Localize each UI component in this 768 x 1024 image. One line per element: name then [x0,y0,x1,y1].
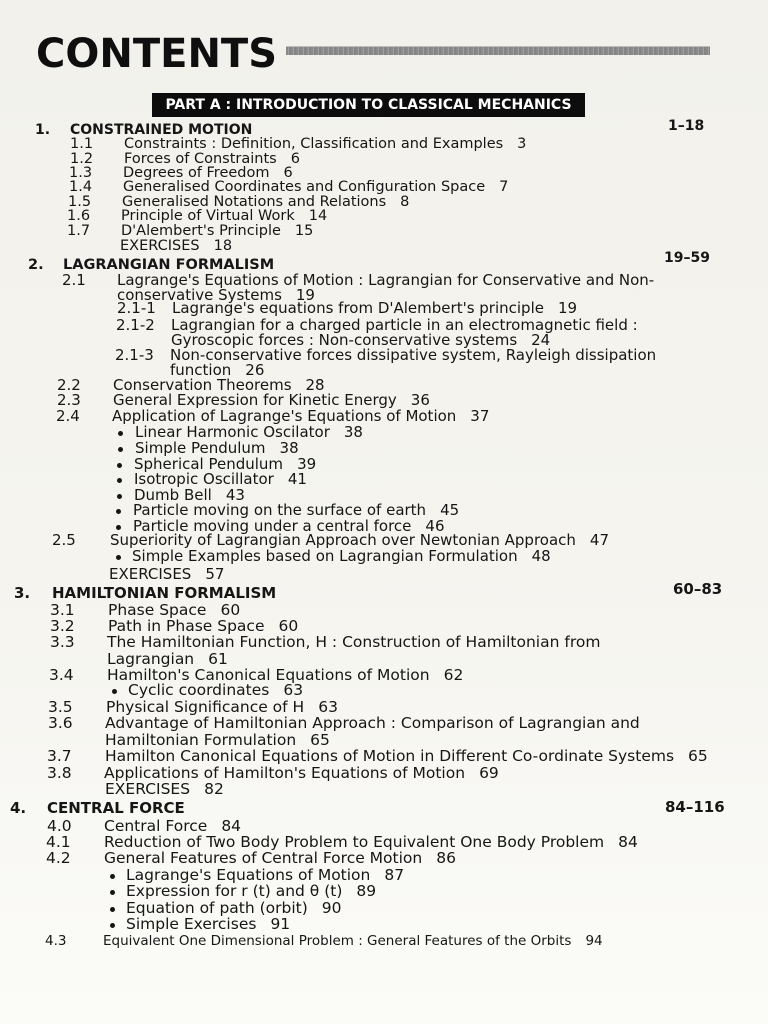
entry-title [104,850,456,867]
section-number: 3.7 [47,747,72,765]
entry-title-text: Path in Phase Space [108,617,265,635]
page-number: 43 [225,486,245,504]
section-number: 3.8 [47,764,72,782]
chapter-number: 3. [14,584,31,602]
page-number: 8 [400,194,410,210]
bullet-entry [0,900,768,917]
page-number: 69 [479,764,499,782]
section-number: 1.7 [67,223,91,239]
page-number: 90 [321,899,342,917]
page-number: 65 [688,747,708,765]
entry-title-text: D'Alembert's Principle [121,223,281,239]
page-number: 6 [283,165,293,181]
entry-title-text: Dumb Bell [134,486,212,504]
entry-title-text: Simple Exercises [126,915,257,933]
bullet-entry [0,424,768,441]
section-number: 4.3 [45,933,67,949]
section-number: 2.1-3 [115,346,154,364]
entry-title-text: General Features of Central Force Motion [104,849,423,867]
part-banner-text: PART A : INTRODUCTION TO CLASSICAL MECHANICS [165,97,572,113]
entry-title-text: Reduction of Two Body Problem to Equivalent One Body Problem [104,833,605,851]
entry-title [126,883,376,900]
bullet-icon [110,907,115,912]
bullet-entry [0,883,768,900]
page-number: 48 [531,547,551,565]
chapter-title: LAGRANGIAN FORMALISM [63,257,275,273]
page-number: 38 [279,439,299,457]
entry-title-text: Principle of Virtual Work [121,208,295,224]
entry-title [172,300,577,317]
bullet-entry [0,548,768,565]
bullet-icon [116,525,121,530]
page-title: CONTENTS [36,31,278,77]
chapter-page-range: 60–83 [673,580,723,598]
page-number: 60 [220,601,241,619]
page-number: 62 [443,666,464,684]
entry-title [120,238,232,255]
entry-title [132,548,551,565]
entry-title-text: Non-conservative forces dissipative system, Rayleigh dissipation [170,346,657,364]
page-number: 46 [425,517,445,535]
section-number: 3.1 [50,601,75,619]
page-number: 65 [310,731,330,749]
entry-title-text: Lagrange's equations from D'Alembert's principle [172,299,544,317]
entry-title-text: Gyroscopic forces : Non-conservative systems [171,331,518,349]
entry-title-text: Hamilton's Canonical Equations of Motion [107,666,430,684]
entry-title-text: Cyclic coordinates [128,681,270,699]
entry-title-text: Phase Space [108,601,207,619]
toc-entry [0,933,768,950]
section-number: 3.3 [50,633,75,651]
bullet-icon [118,431,123,436]
chapter-title: CONSTRAINED MOTION [70,122,253,138]
page-number: 91 [270,915,291,933]
section-number: 1.5 [68,194,92,210]
section-number: 2.1-1 [117,299,156,317]
section-number: 2.4 [56,407,80,425]
entry-title-text: Forces of Constraints [124,151,277,167]
chapter-page-range: 84–116 [665,798,725,816]
section-number: 2.5 [52,531,76,549]
exercises-entry [0,238,768,255]
bullet-icon [116,555,121,560]
entry-title-text: Degrees of Freedom [123,165,270,181]
entry-title [105,781,224,798]
entry-title-text: Particle moving on the surface of earth [133,501,427,519]
bullet-entry [0,682,768,699]
bullet-entry [0,471,768,488]
page-number: 6 [290,151,300,167]
page-number: 84 [221,817,242,835]
entry-title-text: Lagrange's Equations of Motion [126,866,371,884]
entry-title [103,933,603,950]
page-number: 37 [470,407,490,425]
page-number: 18 [213,238,233,254]
page-number: 60 [278,617,299,635]
page-number: 63 [283,681,304,699]
section-number: 2.1 [62,271,86,289]
entry-title-text: The Hamiltonian Function, H : Construction of Hamiltonian from [107,633,601,651]
entry-title-text: EXERCISES [120,238,200,254]
toc-entry [0,850,768,867]
toc-entry [0,715,768,732]
section-number: 1.6 [67,208,91,224]
chapter-title: HAMILTONIAN FORMALISM [52,584,277,602]
entry-title [126,916,290,933]
entry-title-text: Physical Significance of H [106,698,305,716]
bullet-icon [117,463,122,468]
page-number: 47 [589,531,609,549]
page-number: 26 [245,361,265,379]
bullet-entry [0,867,768,884]
section-number: 4.1 [46,833,71,851]
exercises-entry [0,781,768,798]
bullet-icon [117,478,122,483]
entry-title-text: Lagrangian for a charged particle in an electromagnetic field : [171,316,638,334]
bullet-icon [116,509,121,514]
entry-title-text: General Expression for Kinetic Energy [113,391,397,409]
toc-entry [0,748,768,765]
entry-title-text: Applications of Hamilton's Equations of Motion [104,764,466,782]
chapter-number: 1. [35,122,51,138]
entry-title [105,748,708,765]
toc-entry [0,634,768,651]
section-number: 1.4 [69,179,93,195]
page-number: 19 [295,286,315,304]
part-banner [152,93,585,117]
chapter-page-range: 1–18 [668,118,705,134]
entry-title-text: Linear Harmonic Oscilator [135,423,330,441]
bullet-icon [112,689,117,694]
bullet-icon [118,447,123,452]
chapter-heading [0,800,768,817]
entry-title-text: Conservation Theorems [113,376,292,394]
entry-title-text: Central Force [104,817,208,835]
title-rule [286,46,710,55]
page-number: 87 [384,866,405,884]
section-number: 4.0 [47,817,72,835]
entry-title-text: Lagrangian [107,650,195,668]
page-number: 84 [618,833,638,851]
page-number: 36 [410,391,430,409]
entry-title-text: Simple Pendulum [135,439,266,457]
entry-title-text: Equation of path (orbit) [126,899,308,917]
entry-title-text: Advantage of Hamiltonian Approach : Comparison of Lagrangian and [105,714,640,732]
entry-title-text: Isotropic Oscillator [134,470,274,488]
page-number: 57 [205,565,225,583]
section-number: 1.2 [70,151,94,167]
bullet-entry [0,916,768,933]
section-number: 1.3 [69,165,93,181]
entry-title-text: Expression for r (t) and θ (t) [126,882,343,900]
chapter-number: 4. [10,799,27,817]
toc-entry [0,408,768,425]
bullet-icon [117,494,122,499]
page-number: 45 [440,501,460,519]
section-number: 2.1-2 [116,316,155,334]
section-number: 3.4 [49,666,74,684]
page-number: 24 [531,331,551,349]
entry-title-text: Generalised Notations and Relations [122,194,387,210]
page-number: 15 [294,223,314,239]
entry-title [128,682,303,699]
bullet-icon [110,923,115,928]
entry-title-text: Application of Lagrange's Equations of Motion [112,407,457,425]
entry-title-text: Hamiltonian Formulation [105,731,297,749]
page-number: 61 [208,650,228,668]
section-number: 3.6 [48,714,73,732]
entry-title-text: Equivalent One Dimensional Problem : General Features of the Orbits [103,933,572,949]
entry-title-text: Simple Examples based on Lagrangian Formulation [132,547,518,565]
section-number: 1.1 [70,136,94,152]
entry-title-text: Particle moving under a central force [133,517,412,535]
exercises-entry [0,566,768,583]
chapter-title: CENTRAL FORCE [47,799,185,817]
entry-title-text: Lagrange's Equations of Motion : Lagrangian for Conservative and Non- [117,271,655,289]
entry-title-text: Constraints : Definition, Classification and Examples [124,136,504,152]
page-number: 7 [499,179,509,195]
page-number: 14 [308,208,328,224]
chapter-heading [0,585,768,602]
entry-title-text: Generalised Coordinates and Configuration Space [123,179,486,195]
page-number: 82 [204,780,224,798]
page-number: 28 [305,376,325,394]
section-number: 2.2 [57,376,81,394]
bullet-icon [110,874,115,879]
entry-title-text: EXERCISES [109,565,192,583]
page-number: 86 [436,849,456,867]
chapter-page-range: 19–59 [664,250,710,266]
bullet-icon [110,890,115,895]
entry-title-text: function [170,361,232,379]
page-number: 94 [585,933,603,949]
bullet-entry [0,440,768,457]
page-number: 19 [557,299,578,317]
page-number: 89 [356,882,377,900]
section-number: 3.2 [50,617,75,635]
page-number: 63 [318,698,338,716]
entry-title-text: Superiority of Lagrangian Approach over Newtonian Approach [110,531,576,549]
entry-title [109,566,224,583]
section-number: 3.5 [48,698,73,716]
chapter-number: 2. [28,257,44,273]
toc-subentry [0,300,768,317]
page-number: 41 [287,470,307,488]
entry-title-text: Spherical Pendulum [134,455,284,473]
entry-title-text: Hamilton Canonical Equations of Motion in Different Co-ordinate Systems [105,747,675,765]
section-number: 2.3 [57,391,81,409]
page-number: 3 [517,136,527,152]
section-number: 4.2 [46,849,71,867]
page-number: 39 [297,455,317,473]
entry-title-text: EXERCISES [105,780,191,798]
entry-title-text: conservative Systems [117,286,282,304]
page-number: 38 [343,423,363,441]
